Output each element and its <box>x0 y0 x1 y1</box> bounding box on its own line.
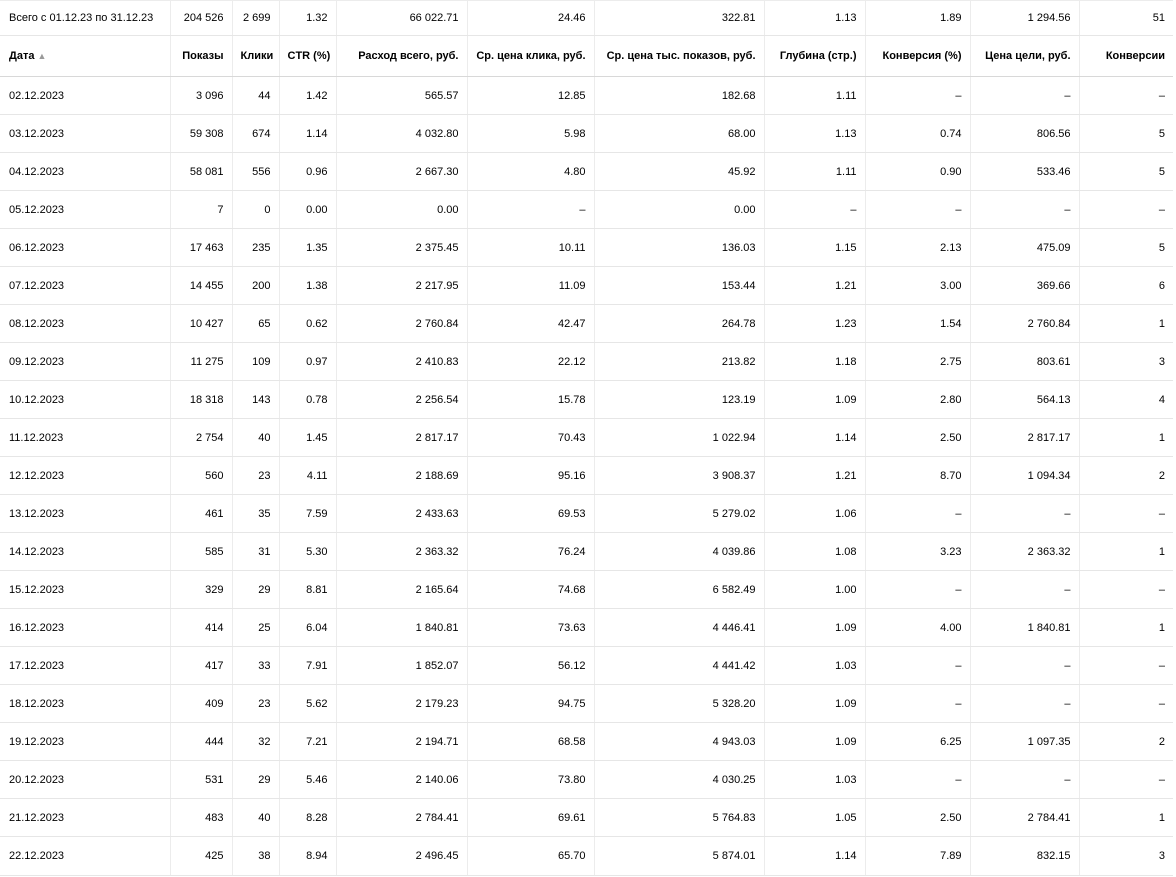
spend-cell: 1 840.81 <box>336 609 467 647</box>
shows-cell: 483 <box>170 799 232 837</box>
spend-cell: 2 179.23 <box>336 685 467 723</box>
clicks-cell: 23 <box>232 685 279 723</box>
shows-cell: 59 308 <box>170 115 232 153</box>
totals-ctr: 1.32 <box>279 1 336 36</box>
spend-cell: 0.00 <box>336 191 467 229</box>
goal-cost-cell: 475.09 <box>970 229 1079 267</box>
goal-cost-cell: 564.13 <box>970 381 1079 419</box>
depth-cell: 1.00 <box>764 571 865 609</box>
date-cell: 12.12.2023 <box>0 457 170 495</box>
cpc-cell: 65.70 <box>467 837 594 876</box>
column-header-row <box>0 36 1173 77</box>
ctr-cell: 1.38 <box>279 267 336 305</box>
conversions-cell: 6 <box>1079 267 1173 305</box>
conversion-rate-cell: 7.89 <box>865 837 970 876</box>
date-cell: 13.12.2023 <box>0 495 170 533</box>
conversions-cell: – <box>1079 571 1173 609</box>
table-row <box>0 343 1173 381</box>
clicks-cell: 674 <box>232 115 279 153</box>
date-cell: 05.12.2023 <box>0 191 170 229</box>
depth-cell: 1.06 <box>764 495 865 533</box>
depth-cell: 1.09 <box>764 685 865 723</box>
shows-cell: 11 275 <box>170 343 232 381</box>
shows-cell: 414 <box>170 609 232 647</box>
conversions-cell: 5 <box>1079 153 1173 191</box>
depth-cell: 1.14 <box>764 837 865 876</box>
goal-cost-cell: 2 363.32 <box>970 533 1079 571</box>
goal-cost-cell: – <box>970 685 1079 723</box>
table-row <box>0 267 1173 305</box>
goal-cost-cell: 369.66 <box>970 267 1079 305</box>
date-cell: 15.12.2023 <box>0 571 170 609</box>
table-row <box>0 191 1173 229</box>
spend-cell: 2 363.32 <box>336 533 467 571</box>
shows-cell: 425 <box>170 837 232 876</box>
ctr-cell: 5.62 <box>279 685 336 723</box>
cpc-cell: 5.98 <box>467 115 594 153</box>
shows-cell: 2 754 <box>170 419 232 457</box>
depth-cell: 1.09 <box>764 723 865 761</box>
conversions-cell: – <box>1079 685 1173 723</box>
clicks-cell: 556 <box>232 153 279 191</box>
spend-cell: 2 433.63 <box>336 495 467 533</box>
totals-depth: 1.13 <box>764 1 865 36</box>
shows-cell: 7 <box>170 191 232 229</box>
conversions-cell: 5 <box>1079 115 1173 153</box>
ctr-cell: 7.59 <box>279 495 336 533</box>
ctr-cell: 7.91 <box>279 647 336 685</box>
clicks-cell: 29 <box>232 761 279 799</box>
depth-cell: 1.11 <box>764 153 865 191</box>
clicks-cell: 235 <box>232 229 279 267</box>
column-header-conversions[interactable]: Конверсии <box>1079 36 1173 77</box>
ctr-cell: 0.96 <box>279 153 336 191</box>
date-cell: 10.12.2023 <box>0 381 170 419</box>
conversions-cell: 2 <box>1079 457 1173 495</box>
cpm-cell: 5 279.02 <box>594 495 764 533</box>
column-header-shows[interactable]: Показы <box>170 36 232 77</box>
cpc-cell: 95.16 <box>467 457 594 495</box>
conversion-rate-cell: – <box>865 495 970 533</box>
cpc-cell: 76.24 <box>467 533 594 571</box>
depth-cell: 1.21 <box>764 267 865 305</box>
conversions-cell: 1 <box>1079 419 1173 457</box>
goal-cost-cell: 1 094.34 <box>970 457 1079 495</box>
spend-cell: 2 165.64 <box>336 571 467 609</box>
depth-cell: 1.23 <box>764 305 865 343</box>
conversions-cell: 5 <box>1079 229 1173 267</box>
cpc-cell: 68.58 <box>467 723 594 761</box>
table-row <box>0 685 1173 723</box>
date-cell: 04.12.2023 <box>0 153 170 191</box>
depth-cell: 1.18 <box>764 343 865 381</box>
shows-cell: 444 <box>170 723 232 761</box>
date-cell: 19.12.2023 <box>0 723 170 761</box>
cpm-cell: 4 446.41 <box>594 609 764 647</box>
column-header-conversion-rate[interactable]: Конверсия (%) <box>865 36 970 77</box>
totals-conversion-rate: 1.89 <box>865 1 970 36</box>
cpm-cell: 182.68 <box>594 77 764 115</box>
spend-cell: 2 817.17 <box>336 419 467 457</box>
table-row <box>0 799 1173 837</box>
clicks-cell: 33 <box>232 647 279 685</box>
depth-cell: 1.15 <box>764 229 865 267</box>
conversion-rate-cell: 8.70 <box>865 457 970 495</box>
totals-conversions: 51 <box>1079 1 1173 36</box>
ctr-cell: 1.45 <box>279 419 336 457</box>
spend-cell: 565.57 <box>336 77 467 115</box>
table-body <box>0 77 1173 876</box>
date-cell: 08.12.2023 <box>0 305 170 343</box>
depth-cell: 1.05 <box>764 799 865 837</box>
cpm-cell: 136.03 <box>594 229 764 267</box>
goal-cost-cell: 803.61 <box>970 343 1079 381</box>
cpm-cell: 123.19 <box>594 381 764 419</box>
spend-cell: 2 256.54 <box>336 381 467 419</box>
ctr-cell: 8.81 <box>279 571 336 609</box>
ctr-cell: 8.94 <box>279 837 336 876</box>
clicks-cell: 143 <box>232 381 279 419</box>
conversions-cell: 3 <box>1079 343 1173 381</box>
clicks-cell: 109 <box>232 343 279 381</box>
clicks-cell: 38 <box>232 837 279 876</box>
conversions-cell: – <box>1079 191 1173 229</box>
date-cell: 22.12.2023 <box>0 837 170 876</box>
shows-cell: 461 <box>170 495 232 533</box>
ctr-cell: 0.78 <box>279 381 336 419</box>
clicks-cell: 40 <box>232 799 279 837</box>
date-cell: 17.12.2023 <box>0 647 170 685</box>
conversion-rate-cell: 6.25 <box>865 723 970 761</box>
depth-cell: 1.09 <box>764 381 865 419</box>
cpc-cell: 74.68 <box>467 571 594 609</box>
cpm-cell: 4 441.42 <box>594 647 764 685</box>
spend-cell: 2 784.41 <box>336 799 467 837</box>
goal-cost-cell: 2 817.17 <box>970 419 1079 457</box>
cpc-cell: 94.75 <box>467 685 594 723</box>
cpm-cell: 4 039.86 <box>594 533 764 571</box>
conversion-rate-cell: 1.54 <box>865 305 970 343</box>
date-cell: 21.12.2023 <box>0 799 170 837</box>
goal-cost-cell: – <box>970 647 1079 685</box>
cpm-cell: 1 022.94 <box>594 419 764 457</box>
cpc-cell: 56.12 <box>467 647 594 685</box>
spend-cell: 2 375.45 <box>336 229 467 267</box>
date-cell: 18.12.2023 <box>0 685 170 723</box>
cpm-cell: 45.92 <box>594 153 764 191</box>
goal-cost-cell: – <box>970 571 1079 609</box>
table-row <box>0 571 1173 609</box>
goal-cost-cell: – <box>970 761 1079 799</box>
totals-shows: 204 526 <box>170 1 232 36</box>
column-header-goal-cost[interactable]: Цена цели, руб. <box>970 36 1079 77</box>
column-header-clicks[interactable]: Клики <box>232 36 279 77</box>
conversions-cell: – <box>1079 761 1173 799</box>
cpc-cell: 70.43 <box>467 419 594 457</box>
table-row <box>0 153 1173 191</box>
conversion-rate-cell: 3.23 <box>865 533 970 571</box>
table-row <box>0 419 1173 457</box>
conversion-rate-cell: 0.74 <box>865 115 970 153</box>
spend-cell: 2 410.83 <box>336 343 467 381</box>
conversion-rate-cell: – <box>865 571 970 609</box>
shows-cell: 58 081 <box>170 153 232 191</box>
shows-cell: 417 <box>170 647 232 685</box>
clicks-cell: 0 <box>232 191 279 229</box>
date-cell: 02.12.2023 <box>0 77 170 115</box>
goal-cost-cell: 806.56 <box>970 115 1079 153</box>
cpm-cell: 0.00 <box>594 191 764 229</box>
ctr-cell: 4.11 <box>279 457 336 495</box>
shows-cell: 3 096 <box>170 77 232 115</box>
cpm-cell: 4 943.03 <box>594 723 764 761</box>
ctr-cell: 0.97 <box>279 343 336 381</box>
cpc-cell: 73.63 <box>467 609 594 647</box>
shows-cell: 329 <box>170 571 232 609</box>
table-row <box>0 115 1173 153</box>
cpm-cell: 5 874.01 <box>594 837 764 876</box>
spend-cell: 2 217.95 <box>336 267 467 305</box>
totals-clicks: 2 699 <box>232 1 279 36</box>
depth-cell: 1.03 <box>764 647 865 685</box>
conversion-rate-cell: – <box>865 685 970 723</box>
date-cell: 03.12.2023 <box>0 115 170 153</box>
cpc-cell: – <box>467 191 594 229</box>
depth-cell: 1.08 <box>764 533 865 571</box>
date-cell: 07.12.2023 <box>0 267 170 305</box>
conversions-cell: 1 <box>1079 799 1173 837</box>
date-cell: 11.12.2023 <box>0 419 170 457</box>
depth-cell: 1.11 <box>764 77 865 115</box>
cpc-cell: 11.09 <box>467 267 594 305</box>
shows-cell: 10 427 <box>170 305 232 343</box>
column-header-cpc[interactable]: Ср. цена клика, руб. <box>467 36 594 77</box>
ctr-cell: 7.21 <box>279 723 336 761</box>
cpc-cell: 42.47 <box>467 305 594 343</box>
table-row <box>0 495 1173 533</box>
spend-cell: 2 667.30 <box>336 153 467 191</box>
column-header-date[interactable] <box>0 36 170 77</box>
depth-cell: – <box>764 191 865 229</box>
cpc-cell: 4.80 <box>467 153 594 191</box>
conversions-cell: 1 <box>1079 533 1173 571</box>
table-row <box>0 77 1173 115</box>
column-header-date-label: Дата <box>9 50 35 62</box>
shows-cell: 18 318 <box>170 381 232 419</box>
cpm-cell: 68.00 <box>594 115 764 153</box>
spend-cell: 2 140.06 <box>336 761 467 799</box>
conversion-rate-cell: 3.00 <box>865 267 970 305</box>
conversion-rate-cell: – <box>865 761 970 799</box>
column-header-cpm[interactable]: Ср. цена тыс. показов, руб. <box>594 36 764 77</box>
clicks-cell: 44 <box>232 77 279 115</box>
cpc-cell: 69.61 <box>467 799 594 837</box>
table-row <box>0 723 1173 761</box>
conversion-rate-cell: – <box>865 191 970 229</box>
ctr-cell: 5.46 <box>279 761 336 799</box>
clicks-cell: 65 <box>232 305 279 343</box>
goal-cost-cell: 533.46 <box>970 153 1079 191</box>
clicks-cell: 23 <box>232 457 279 495</box>
depth-cell: 1.13 <box>764 115 865 153</box>
cpm-cell: 6 582.49 <box>594 571 764 609</box>
ctr-cell: 0.00 <box>279 191 336 229</box>
clicks-cell: 29 <box>232 571 279 609</box>
totals-spend: 66 022.71 <box>336 1 467 36</box>
goal-cost-cell: 832.15 <box>970 837 1079 876</box>
cpm-cell: 3 908.37 <box>594 457 764 495</box>
conversions-cell: 2 <box>1079 723 1173 761</box>
clicks-cell: 25 <box>232 609 279 647</box>
depth-cell: 1.09 <box>764 609 865 647</box>
conversions-cell: 1 <box>1079 609 1173 647</box>
goal-cost-cell: 2 760.84 <box>970 305 1079 343</box>
cpm-cell: 4 030.25 <box>594 761 764 799</box>
column-header-ctr[interactable]: CTR (%) <box>279 36 336 77</box>
cpc-cell: 12.85 <box>467 77 594 115</box>
table-row <box>0 381 1173 419</box>
conversions-cell: 1 <box>1079 305 1173 343</box>
totals-goal-cost: 1 294.56 <box>970 1 1079 36</box>
date-cell: 14.12.2023 <box>0 533 170 571</box>
ctr-cell: 8.28 <box>279 799 336 837</box>
conversion-rate-cell: – <box>865 647 970 685</box>
conversion-rate-cell: 2.80 <box>865 381 970 419</box>
conversions-cell: – <box>1079 647 1173 685</box>
shows-cell: 585 <box>170 533 232 571</box>
table-row <box>0 229 1173 267</box>
table-row <box>0 457 1173 495</box>
table-row <box>0 609 1173 647</box>
column-header-spend[interactable]: Расход всего, руб. <box>336 36 467 77</box>
totals-row <box>0 1 1173 36</box>
depth-cell: 1.21 <box>764 457 865 495</box>
shows-cell: 17 463 <box>170 229 232 267</box>
spend-cell: 2 188.69 <box>336 457 467 495</box>
spend-cell: 2 760.84 <box>336 305 467 343</box>
cpc-cell: 73.80 <box>467 761 594 799</box>
totals-cpc: 24.46 <box>467 1 594 36</box>
clicks-cell: 200 <box>232 267 279 305</box>
clicks-cell: 40 <box>232 419 279 457</box>
column-header-depth[interactable]: Глубина (стр.) <box>764 36 865 77</box>
cpm-cell: 5 764.83 <box>594 799 764 837</box>
shows-cell: 409 <box>170 685 232 723</box>
date-cell: 06.12.2023 <box>0 229 170 267</box>
ctr-cell: 1.42 <box>279 77 336 115</box>
goal-cost-cell: – <box>970 77 1079 115</box>
table-row <box>0 647 1173 685</box>
goal-cost-cell: – <box>970 191 1079 229</box>
clicks-cell: 31 <box>232 533 279 571</box>
goal-cost-cell: – <box>970 495 1079 533</box>
conversion-rate-cell: 4.00 <box>865 609 970 647</box>
cpc-cell: 69.53 <box>467 495 594 533</box>
totals-label: Всего с 01.12.23 по 31.12.23 <box>0 1 170 36</box>
spend-cell: 2 194.71 <box>336 723 467 761</box>
spend-cell: 4 032.80 <box>336 115 467 153</box>
cpm-cell: 213.82 <box>594 343 764 381</box>
cpm-cell: 264.78 <box>594 305 764 343</box>
ctr-cell: 0.62 <box>279 305 336 343</box>
conversions-cell: 4 <box>1079 381 1173 419</box>
date-cell: 16.12.2023 <box>0 609 170 647</box>
date-cell: 09.12.2023 <box>0 343 170 381</box>
totals-cpm: 322.81 <box>594 1 764 36</box>
conversion-rate-cell: 2.75 <box>865 343 970 381</box>
spend-cell: 1 852.07 <box>336 647 467 685</box>
conversions-cell: – <box>1079 495 1173 533</box>
clicks-cell: 32 <box>232 723 279 761</box>
ctr-cell: 1.14 <box>279 115 336 153</box>
table-row <box>0 761 1173 799</box>
conversion-rate-cell: 2.13 <box>865 229 970 267</box>
shows-cell: 560 <box>170 457 232 495</box>
conversion-rate-cell: 2.50 <box>865 799 970 837</box>
conversion-rate-cell: 2.50 <box>865 419 970 457</box>
cpc-cell: 15.78 <box>467 381 594 419</box>
spend-cell: 2 496.45 <box>336 837 467 876</box>
cpm-cell: 153.44 <box>594 267 764 305</box>
ctr-cell: 1.35 <box>279 229 336 267</box>
table-row <box>0 305 1173 343</box>
ctr-cell: 6.04 <box>279 609 336 647</box>
depth-cell: 1.03 <box>764 761 865 799</box>
goal-cost-cell: 2 784.41 <box>970 799 1079 837</box>
table-row <box>0 837 1173 876</box>
shows-cell: 14 455 <box>170 267 232 305</box>
goal-cost-cell: 1 840.81 <box>970 609 1079 647</box>
shows-cell: 531 <box>170 761 232 799</box>
date-cell: 20.12.2023 <box>0 761 170 799</box>
cpc-cell: 10.11 <box>467 229 594 267</box>
cpm-cell: 5 328.20 <box>594 685 764 723</box>
goal-cost-cell: 1 097.35 <box>970 723 1079 761</box>
depth-cell: 1.14 <box>764 419 865 457</box>
table-row <box>0 533 1173 571</box>
conversion-rate-cell: – <box>865 77 970 115</box>
conversions-cell: 3 <box>1079 837 1173 876</box>
conversions-cell: – <box>1079 77 1173 115</box>
conversion-rate-cell: 0.90 <box>865 153 970 191</box>
sort-ascending-icon: ▲ <box>37 51 47 61</box>
cpc-cell: 22.12 <box>467 343 594 381</box>
clicks-cell: 35 <box>232 495 279 533</box>
ctr-cell: 5.30 <box>279 533 336 571</box>
